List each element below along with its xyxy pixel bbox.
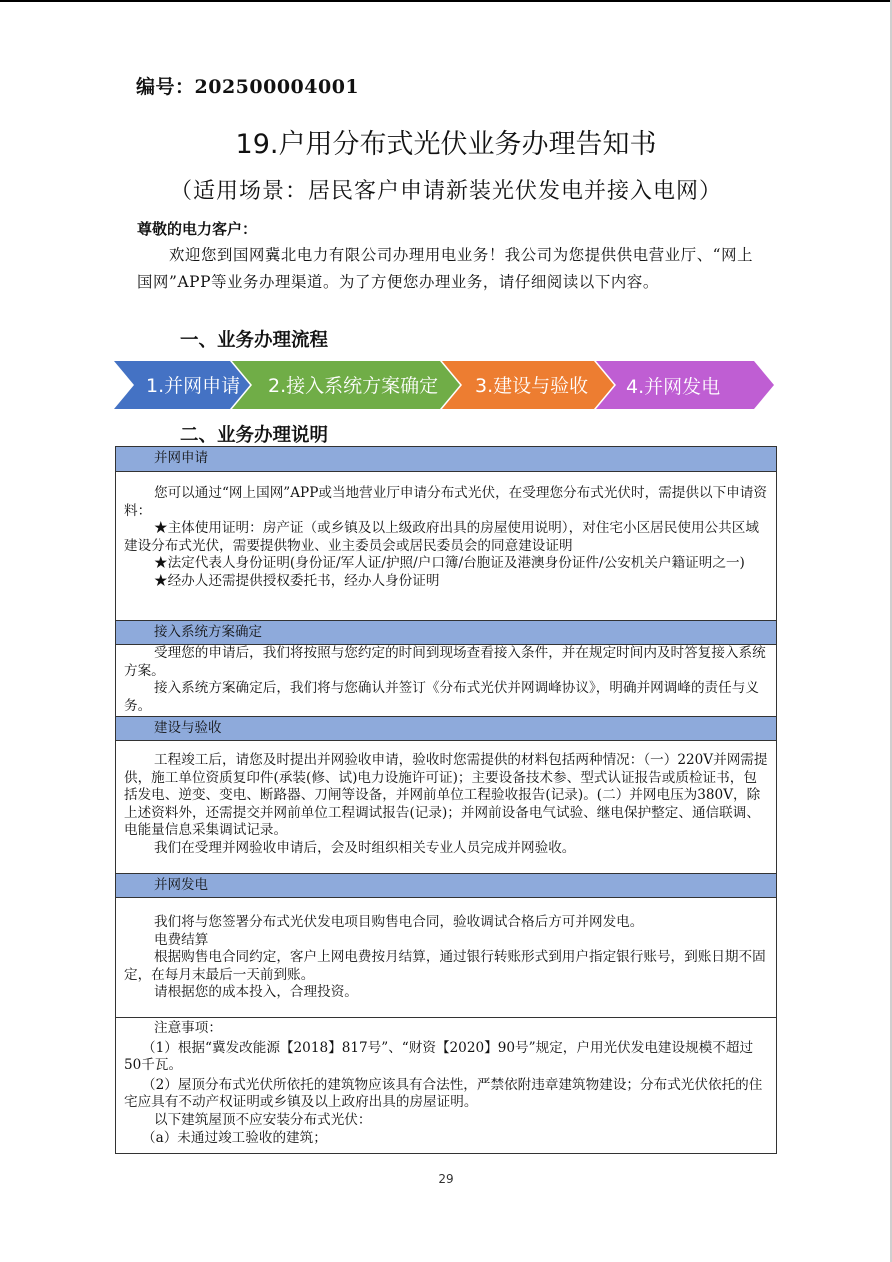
construction-acceptance-text-2: 我们在受理并网验收申请后，会及时组织相关专业人员完成并网验收。 (154, 839, 576, 856)
page-number: 29 (438, 1172, 454, 1186)
access-scheme-text-2: 接入系统方案确定后，我们将与您确认并签订《分布式光伏并网调峰协议》，明确并网调峰的责任与义务。 (124, 680, 759, 714)
notes-body (124, 1020, 770, 1147)
intro-paragraph: 欢迎您到国网冀北电力有限公司办理用电业务！我公司为您提供供电营业厅、“网上国网”APP等业务办理渠道。为了方便您办理业务，请仔细阅读以下内容。 (137, 246, 754, 291)
grid-generation-body (124, 914, 770, 1002)
billing-subheading: 电费结算 (154, 931, 209, 948)
access-scheme-text-1: 受理您的申请后，我们将按照与您约定的时间到现场查看接入条件，并在规定时间内及时答复接入系统方案。 (124, 645, 766, 679)
grid-generation-text-3: 请根据您的成本投入，合理投资。 (154, 984, 358, 1001)
notes-item-3: 以下建筑屋顶不应安装分布式光伏： (154, 1111, 372, 1128)
flow-step-2-label: 2.接入系统方案确定 (268, 375, 439, 397)
grid-application-body (124, 485, 770, 591)
header-access-scheme: 接入系统方案确定 (116, 620, 776, 645)
flow-step-1-label: 1.并网申请 (146, 375, 241, 397)
process-flow (114, 361, 774, 409)
grid-generation-text-2: 根据购售电合同约定，客户上网电费按月结算，通过银行转账形式到用户指定银行账号，到账日期不固定，在每月末最后一天前到账。 (124, 949, 766, 983)
flow-step-4-label: 4.并网发电 (626, 376, 721, 398)
greeting: 尊敬的电力客户： (137, 220, 258, 238)
header-construction-acceptance: 建设与验收 (116, 716, 776, 741)
instruction-table (115, 446, 777, 1154)
notes-item-1: （1）根据“冀发改能源【2018】817号”、“财资【2020】90号”规定，户用光伏发电建设规模不超过50千瓦。 (124, 1039, 754, 1074)
page-title: 19.户用分布式光伏业务办理告知书 (235, 129, 657, 160)
notes-item-4: （a）未通过竣工验收的建筑； (142, 1129, 327, 1146)
construction-acceptance-text-1: 工程竣工后，请您及时提出并网验收申请，验收时您需提供的材料包括两种情况：（一）220V并网需提供，施工单位资质复印件(承装(修、试)电力设施许可证)；主要设备技术参、型式认证报告或质检证书，包括发电、逆变、变电、断路器、刀闸等设备，并网前单位工程验收报告(记录)。(二）并网电压为380V，除上述资料外，还需提交并网前单位工程调试报告(记录)；并网前设备电气试验、继电保护整定、通信联调、电能量信息采集调试记录。 (124, 752, 768, 839)
construction-acceptance-body (124, 752, 770, 858)
grid-application-text-3: ★法定代表人身份证明(身份证/军人证/护照/户口簿/台胞证及港澳身份证件/公安机关户籍证明之一) (154, 555, 745, 572)
grid-application-text-4: ★经办人还需提供授权委托书，经办人身份证明 (154, 572, 440, 589)
section-heading-process: 一、业务办理流程 (180, 330, 329, 351)
notes-item-2: （2）屋顶分布式光伏所依托的建筑物应该具有合法性，严禁依附违章建筑物建设；分布式光伏依托的住宅应具有不动产权证明或乡镇及以上政府出具的房屋证明。 (124, 1076, 763, 1111)
grid-generation-text-1: 我们将与您签署分布式光伏发电项目购售电合同，验收调试合格后方可并网发电。 (154, 914, 644, 930)
header-grid-generation: 并网发电 (116, 873, 776, 898)
top-border-line (0, 0, 892, 2)
page-subtitle: （适用场景：居民客户申请新装光伏发电并接入电网） (169, 179, 722, 204)
notes-divider (116, 1017, 776, 1018)
grid-application-text-2: ★主体使用证明：房产证（或乡镇及以上级政府出具的房屋使用说明），对住宅小区居民使用公共区域建设分布式光伏，需要提供物业、业主委员会或居民委员会的同意建设证明 (124, 520, 759, 554)
header-grid-application: 并网申请 (116, 447, 776, 472)
section-heading-instructions: 二、业务办理说明 (180, 425, 329, 446)
notes-heading: 注意事项： (154, 1020, 222, 1036)
grid-application-text-1: 您可以通过“网上国网”APP或当地营业厅申请分布式光伏，在受理您分布式光伏时，需提供以下申请资料： (124, 485, 767, 519)
flow-step-3-label: 3.建设与验收 (475, 375, 589, 397)
document-number: 编号：202500004001 (136, 76, 360, 98)
access-scheme-body (124, 645, 770, 715)
